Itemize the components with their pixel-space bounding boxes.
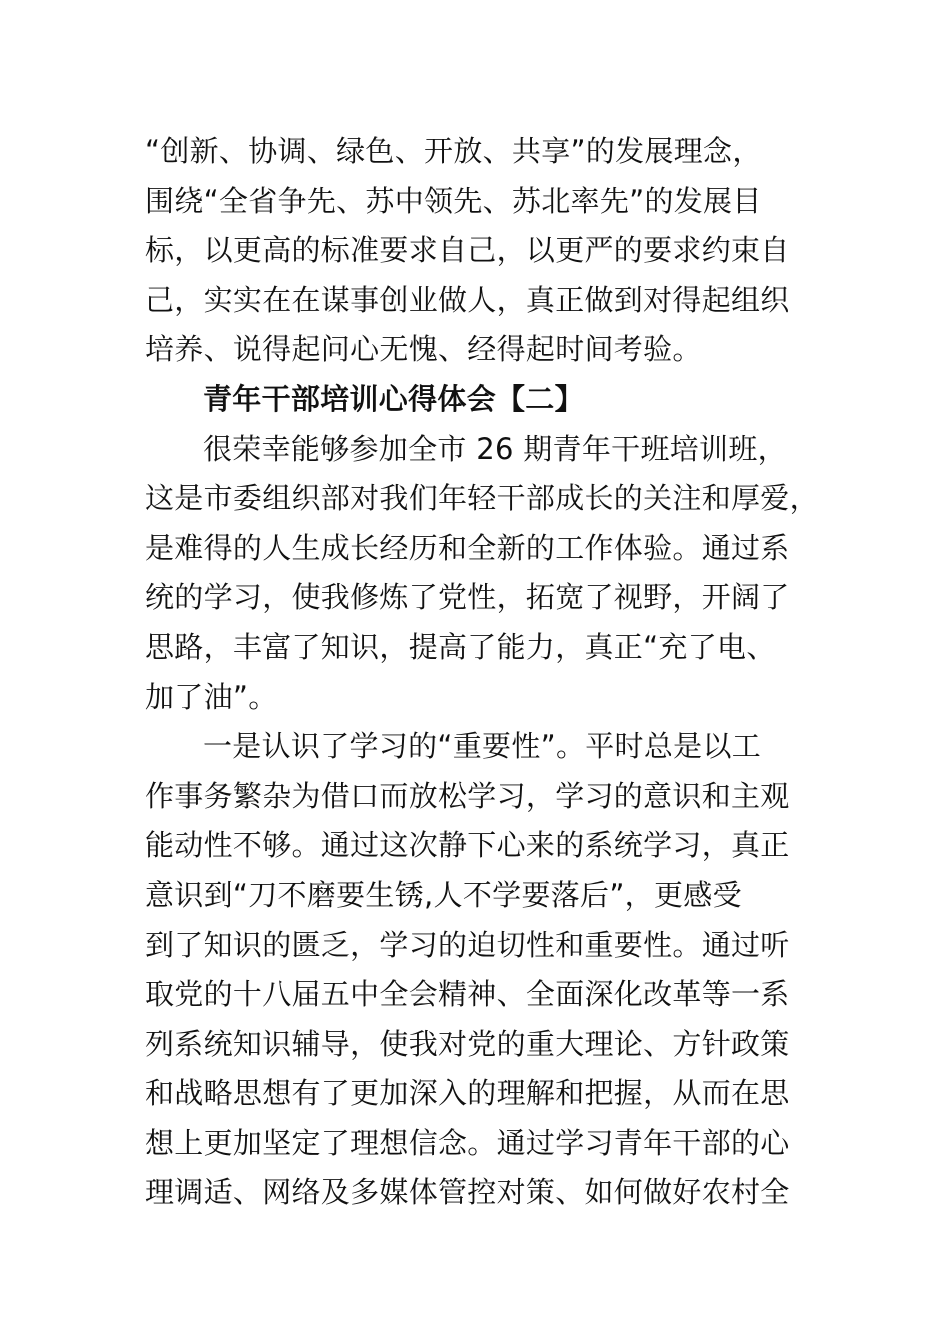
document-body	[145, 127, 819, 1218]
body-line: 围绕“全省争先、苏中领先、苏北率先”的发展目	[145, 183, 762, 218]
body-line: 作事务繁杂为借口而放松学习，学习的意识和主观	[145, 778, 790, 813]
body-line: 己，实实在在谋事创业做人，真正做到对得起组织	[145, 282, 790, 317]
body-line: 和战略思想有了更加深入的理解和把握，从而在思	[145, 1076, 790, 1111]
section-heading: 青年干部培训心得体会【二】	[203, 381, 584, 416]
body-line: 想上更加坚定了理想信念。通过学习青年干部的心	[145, 1125, 790, 1160]
body-line: 取党的十八届五中全会精神、全面深化改革等一系	[145, 977, 790, 1012]
body-line: 是难得的人生成长经历和全新的工作体验。通过系	[145, 530, 790, 565]
body-line: 列系统知识辅导，使我对党的重大理论、方针政策	[145, 1026, 790, 1061]
body-line: 统的学习，使我修炼了党性，拓宽了视野，开阔了	[145, 580, 790, 615]
body-line: 能动性不够。通过这次静下心来的系统学习，真正	[145, 828, 790, 863]
body-line: 这是市委组织部对我们年轻干部成长的关注和厚爱，	[145, 481, 819, 516]
paragraph-first-line: 很荣幸能够参加全市 26 期青年干班培训班，	[203, 431, 787, 466]
body-line: 标，以更高的标准要求自己，以更严的要求约束自	[145, 233, 790, 268]
body-line: 加了油”。	[145, 679, 278, 714]
body-line: 理调适、网络及多媒体管控对策、如何做好农村全	[145, 1175, 790, 1210]
body-line: 到了知识的匮乏，学习的迫切性和重要性。通过听	[145, 927, 790, 962]
paragraph-first-line: 一是认识了学习的“重要性”。平时总是以工	[203, 729, 762, 764]
body-line: 思路，丰富了知识，提高了能力，真正“充了电、	[145, 629, 776, 664]
body-line: 意识到“刀不磨要生锈,人不学要落后”，更感受	[145, 877, 742, 912]
body-line: 培养、说得起问心无愧、经得起时间考验。	[145, 332, 702, 367]
body-line: “创新、协调、绿色、开放、共享”的发展理念，	[145, 134, 762, 168]
